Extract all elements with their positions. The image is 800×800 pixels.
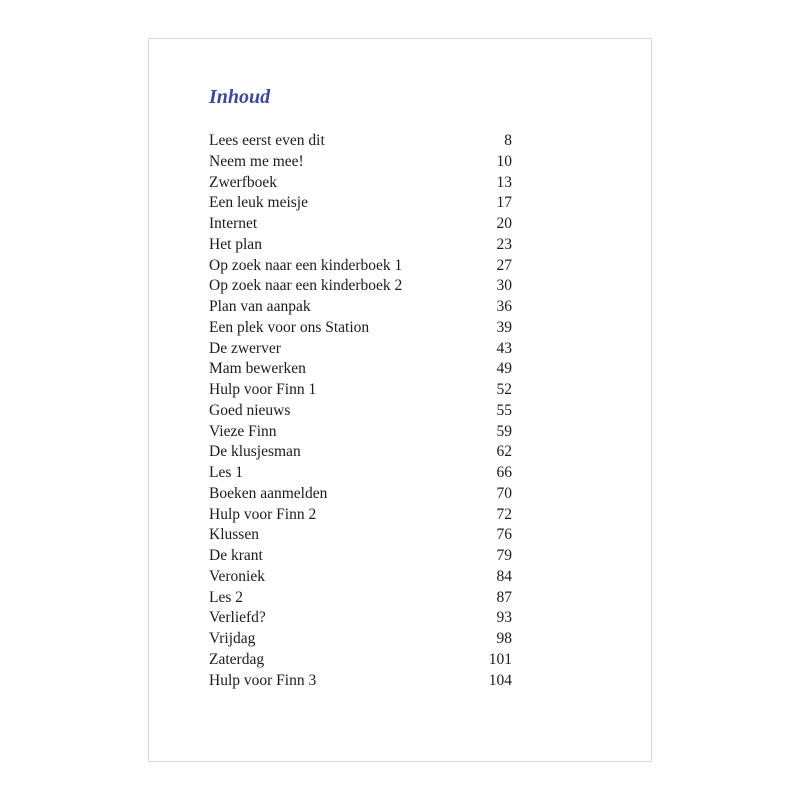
toc-entry-page-number: 76 <box>496 526 512 544</box>
toc-entry <box>209 505 512 526</box>
toc-entry-page-number: 104 <box>488 671 512 689</box>
toc-entry-title: Vieze Finn <box>209 422 277 440</box>
toc-entry <box>209 193 512 214</box>
toc-entry-title: Goed nieuws <box>209 401 291 419</box>
toc-entry-title: Een plek voor ons Station <box>209 318 370 336</box>
toc-entry <box>209 484 512 505</box>
toc-entry-title: Internet <box>209 215 258 232</box>
toc-entry-page-number: 93 <box>496 609 512 627</box>
toc-entry-title: Boeken aanmelden <box>209 484 328 502</box>
toc-entry-title: Verliefd? <box>209 609 266 627</box>
toc-entry <box>209 525 512 546</box>
toc-entry <box>209 318 512 339</box>
toc-entry-title: Zwerfboek <box>209 173 277 191</box>
toc-entry-page-number: 98 <box>496 630 512 647</box>
toc-entry-title: Op zoek naar een kinderboek 2 <box>209 277 403 295</box>
toc-entry-page-number: 70 <box>496 484 512 502</box>
toc-entry-title: De krant <box>209 547 263 564</box>
toc-entry-title: Een leuk meisje <box>209 194 308 212</box>
toc-entry-page-number: 101 <box>488 650 512 668</box>
toc-entry-page-number: 13 <box>496 173 512 191</box>
toc-entry-page-number: 52 <box>496 381 512 398</box>
toc-entry-page-number: 39 <box>496 318 512 336</box>
toc-entry <box>209 256 512 277</box>
toc-entry <box>209 380 512 401</box>
toc-entry-title: Les 2 <box>209 588 244 606</box>
toc-entry <box>209 422 512 443</box>
toc-entry-title: Klussen <box>209 526 259 544</box>
toc-entry-page-number: 8 <box>504 132 512 149</box>
toc-entry <box>209 463 512 484</box>
toc-entry-title: Hulp voor Finn 1 <box>209 381 317 398</box>
toc-entry <box>209 546 512 567</box>
toc-entry <box>209 567 512 588</box>
toc-entry <box>209 339 512 360</box>
toc-entry-page-number: 66 <box>496 464 512 481</box>
toc-entry-page-number: 10 <box>496 152 512 170</box>
toc-entry-page-number: 30 <box>496 277 512 295</box>
toc-entry-title: Veroniek <box>209 567 265 585</box>
toc-entry-title: Plan van aanpak <box>209 298 311 315</box>
toc-entry-title: Neem me mee! <box>209 152 304 170</box>
toc-entry <box>209 401 512 422</box>
toc-entry <box>209 629 512 650</box>
toc-entry <box>209 276 512 297</box>
toc-entry-page-number: 23 <box>496 235 512 253</box>
toc-entry-page-number: 27 <box>496 256 512 274</box>
toc-list <box>209 131 512 691</box>
toc-title: Inhoud <box>209 86 271 108</box>
toc-entry-title: Het plan <box>209 235 262 253</box>
toc-entry-page-number: 79 <box>496 547 512 564</box>
toc-entry <box>209 671 512 692</box>
toc-entry <box>209 608 512 629</box>
toc-entry-title: De zwerver <box>209 339 281 357</box>
toc-entry <box>209 359 512 380</box>
toc-entry-page-number: 49 <box>496 360 512 378</box>
toc-entry-title: Les 1 <box>209 464 244 481</box>
toc-entry <box>209 442 512 463</box>
toc-entry-page-number: 87 <box>496 588 512 606</box>
toc-entry-title: De klusjesman <box>209 443 301 461</box>
toc-entry-page-number: 20 <box>496 215 512 232</box>
toc-entry-page-number: 36 <box>496 298 512 315</box>
toc-entry <box>209 297 512 318</box>
toc-entry-page-number: 62 <box>496 443 512 461</box>
toc-entry-page-number: 59 <box>496 422 512 440</box>
toc-entry <box>209 650 512 671</box>
toc-entry-title: Hulp voor Finn 3 <box>209 671 317 689</box>
toc-entry-title: Zaterdag <box>209 650 265 668</box>
toc-entry-title: Vrijdag <box>209 630 256 647</box>
book-page <box>148 38 652 762</box>
toc-entry-title: Lees eerst even dit <box>209 132 325 149</box>
toc-entry-page-number: 17 <box>496 194 512 212</box>
toc-entry-title: Hulp voor Finn 2 <box>209 505 317 523</box>
toc-entry <box>209 214 512 235</box>
toc-entry <box>209 152 512 173</box>
toc-entry <box>209 173 512 194</box>
toc-entry <box>209 235 512 256</box>
toc-entry-page-number: 55 <box>496 401 512 419</box>
toc-entry-page-number: 43 <box>496 339 512 357</box>
toc-entry-title: Mam bewerken <box>209 360 306 378</box>
toc-entry-page-number: 72 <box>496 505 512 523</box>
toc-entry-title: Op zoek naar een kinderboek 1 <box>209 256 403 274</box>
toc-entry <box>209 131 512 152</box>
toc-entry-page-number: 84 <box>496 567 512 585</box>
toc-entry <box>209 588 512 609</box>
